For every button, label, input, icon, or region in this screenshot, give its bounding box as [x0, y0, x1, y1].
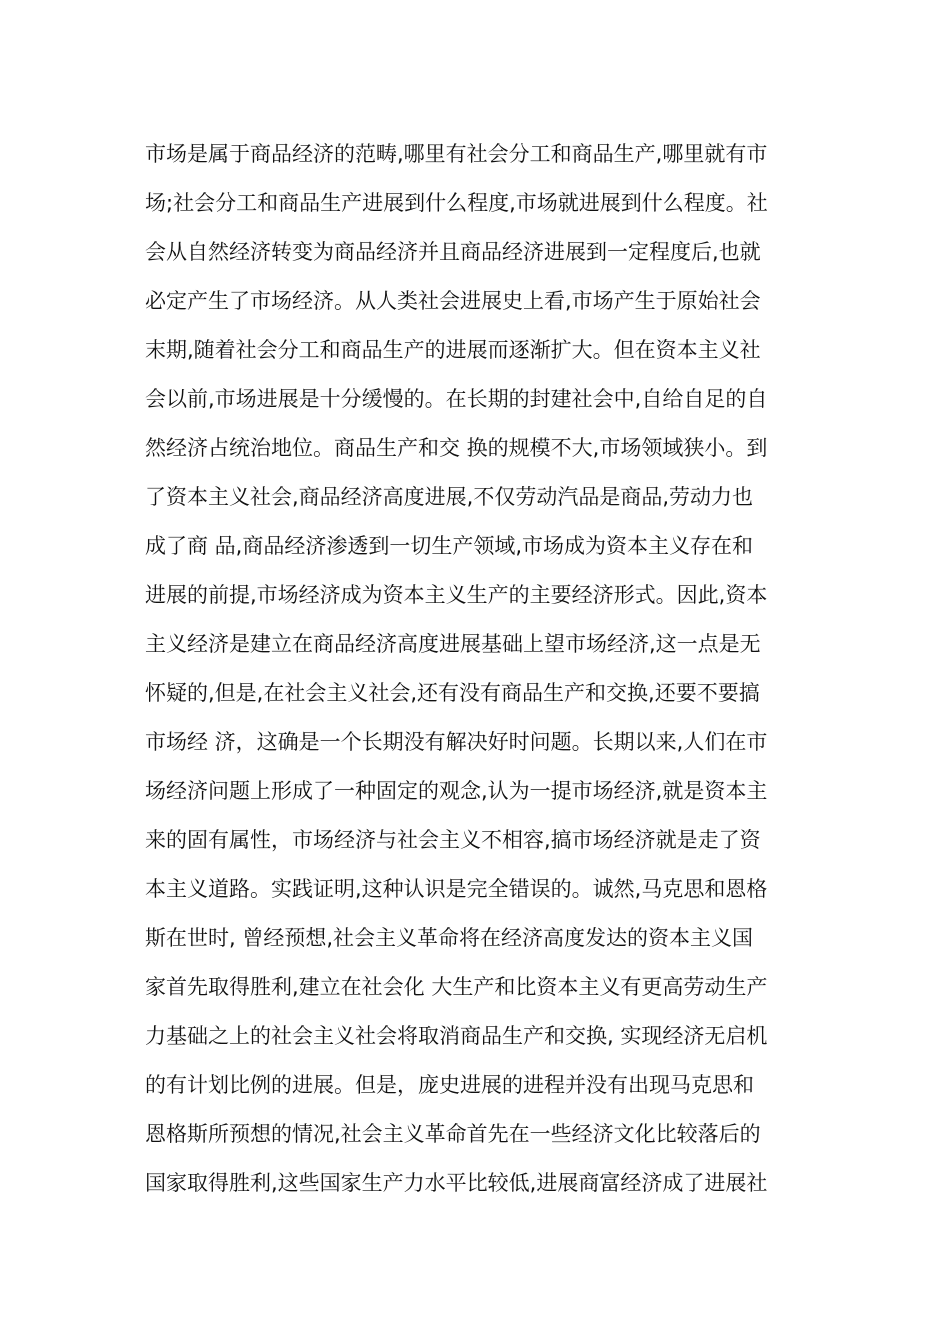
text-line: 末期,随着社会分工和商品生产的进展而逐渐扩大。但在资本主义社 [145, 338, 761, 362]
text-line: 成了商 品,商品经济渗透到一切生产领域,市场成为资本主义存在和 [145, 534, 754, 558]
text-line: 会以前,市场进展是十分缓慢的。在长期的封建社会中,自给自足的自 [145, 387, 768, 411]
text-line: 家首先取得胜利,建立在社会化 大生产和比资本主义有更高劳动生产 [145, 975, 768, 999]
text-line: 会从自然经济转变为商品经济并且商品经济进展到一定程度后,也就 [145, 240, 761, 264]
text-line: 斯在世时, 曾经预想,社会主义革命将在经济高度发达的资本主义国 [145, 926, 754, 950]
text-line: 主义经济是建立在商品经济高度进展基础上望市场经济,这一点是无 [145, 632, 761, 656]
text-line: 必定产生了市场经济。从人类社会进展史上看,市场产生于原始社会 [145, 289, 761, 313]
text-line: 本主义道路。实践证明,这种认识是完全错误的。诚然,马克思和恩格 [145, 877, 768, 901]
text-line: 进展的前提,市场经济成为资本主义生产的主要经济形式。因此,资本 [145, 583, 768, 607]
text-line: 来的固有属性，市场经济与社会主义不相容,搞市场经济就是走了资 [145, 828, 761, 852]
text-line: 国家取得胜利,这些国家生产力水平比较低,进展商富经济成了进展社 [145, 1171, 768, 1195]
body-text [145, 130, 815, 1208]
text-line: 恩格斯所预想的情况,社会主义革命首先在一些经济文化比较落后的 [145, 1122, 761, 1146]
text-line: 力基础之上的社会主义社会将取消商品生产和交换, 实现经济无启机 [145, 1024, 768, 1048]
text-line: 市场是属于商品经济的范畴,哪里有社会分工和商品生产,哪里就有市 [145, 142, 768, 166]
text-line: 市场经 济，这确是一个长期没有解决好时问题。长期以来,人们在市 [145, 730, 768, 754]
text-line: 场经济问题上形成了一种固定的观念,认为一提市场经济,就是资本主 [145, 779, 768, 803]
text-line: 怀疑的,但是,在社会主义社会,还有没有商品生产和交换,还要不要搞 [145, 681, 760, 705]
text-line: 了资本主义社会,商品经济高度进展,不仅劳动汽品是商品,劳动力也 [145, 485, 754, 509]
text-line: 然经济占统治地位。商品生产和交 换的规模不大,市场领域狭小。到 [145, 436, 768, 460]
text-line: 场;社会分工和商品生产进展到什么程度,市场就进展到什么程度。社 [145, 191, 768, 215]
text-line: 的有计划比例的进展。但是，庞史进展的进程并没有出现马克思和 [145, 1073, 754, 1097]
